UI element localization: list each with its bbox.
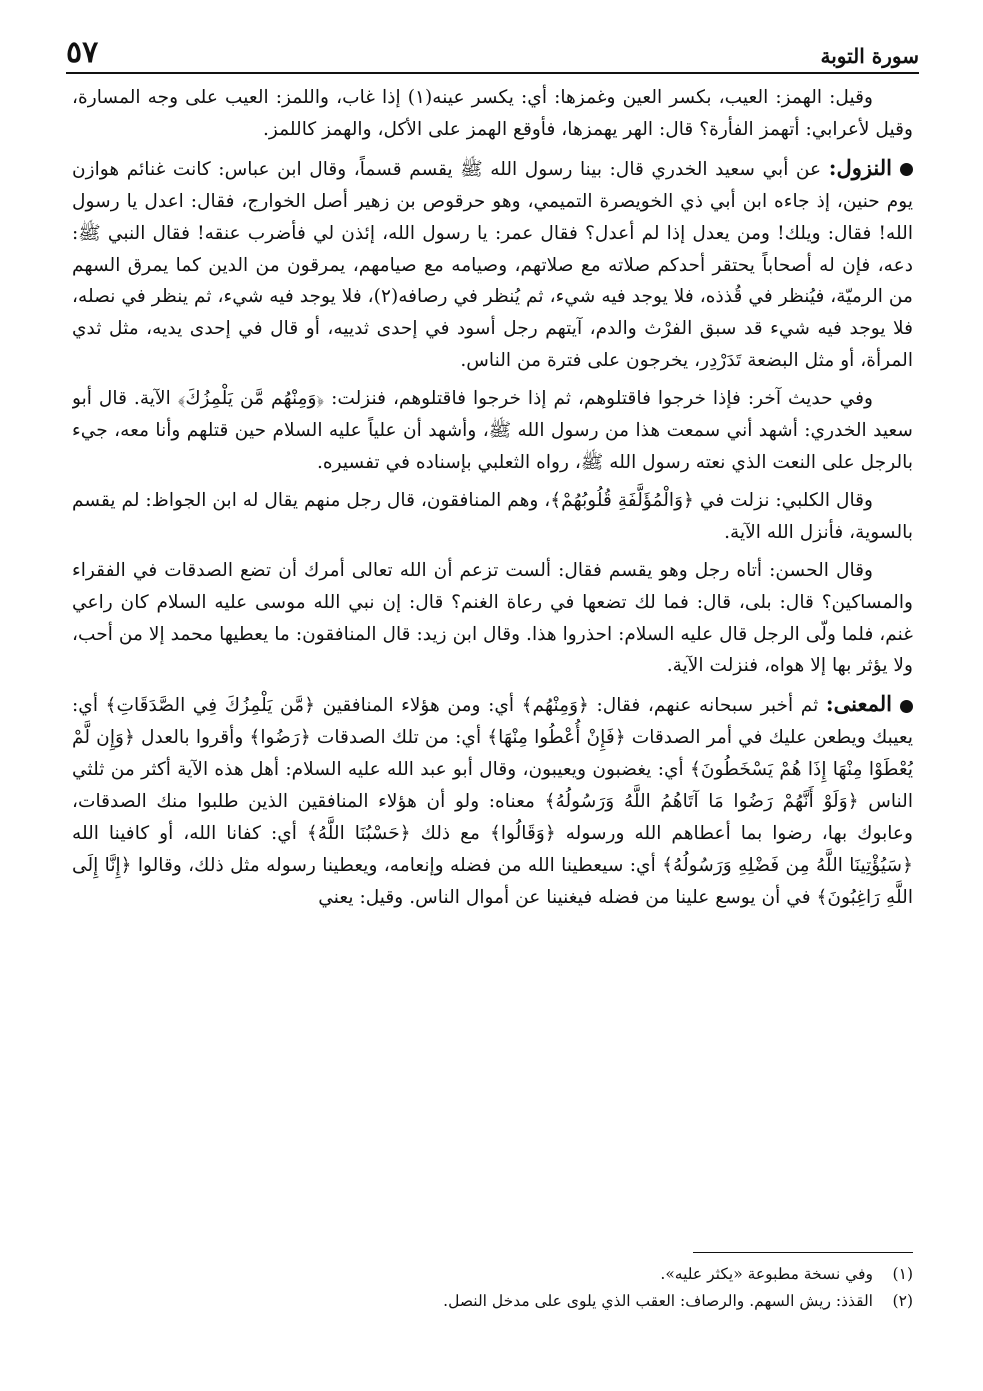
footnote-number: (١) <box>892 1265 913 1283</box>
paragraph-nuzul <box>72 152 913 377</box>
bullet-icon <box>900 700 913 713</box>
footnote-text: وفي نسخة مطبوعة «يكثر عليه». <box>660 1265 873 1283</box>
footnote-divider <box>693 1252 913 1253</box>
footnote-1 <box>72 1261 913 1288</box>
paragraph-hadith <box>72 383 913 479</box>
main-text <box>72 82 913 1242</box>
section-label-nuzul: النزول: <box>828 154 892 180</box>
paragraph-hamz <box>72 82 913 146</box>
paragraph-text: وقال الحسن: أتاه رجل وهو يقسم فقال: ألست تزعم أن الله تعالى أمرك أن تضع الصدقات في الفقراء والمساكين؟ قال: بلى، قال: فما لك تضعها في رعاة الغنم؟ قال: إن نبي الله موسى عليه السلام كان راعي غنم، فلما ولّى الرجل قال عليه السلام: احذروا هذا. وقال ابن زيد: قال المنافقون: ما يعطيها محمد إلا من أحب، ولا يؤثر بها إلا هواه، فنزلت الآية. <box>72 559 913 677</box>
paragraph-kalbi <box>72 485 913 549</box>
footnote-2 <box>72 1288 913 1315</box>
paragraph-text: وقيل: الهمز: العيب، بكسر العين وغمزها: أي: يكسر عينه(١) إذا غاب، واللمز: العيب على وجه المسارة، وقيل لأعرابي: أتهمز الفأرة؟ قال: الهر يهمزها، فأوقع الهمز على الأكل، والهمز كاللمز. <box>72 87 913 140</box>
page-number: ٥٧ <box>66 35 99 70</box>
page-header <box>66 28 919 74</box>
paragraph-text: عن أبي سعيد الخدري قال: بينا رسول الله ﷺ يقسم قسماً، وقال ابن عباس: كانت غنائم هوازن يوم حنين، إذ جاءه ابن أبي ذي الخويصرة التميمي، وهو حرقوص بن زهير أصل الخوارج، فقال: اعدل يا رسول الله! فقال: ويلك! ومن يعدل إذا لم أعدل؟ فقال عمر: يا رسول الله، إئذن لي فأضرب عنقه! فقال النبي ﷺ: دعه، فإن له أصحاباً يحتقر أحدكم صلاته مع صلاتهم، وصيامه مع صيامهم، يمرقون من الدين كما يمرق السهم من الرميّة، فيُنظر في قُذذه، فلا يوجد فيه شيء، ثم يُنظر في رصافه(٢)، فلا يوجد فيه شيء، ثم ينظر في نصله، فلا يوجد فيه شيء قد سبق الفرْث والدم، آيتهم رجل أسود في إحدى ثدييه، أو قال في إحدى يديه، مثل ثدي المرأة، أو مثل البضعة تَدَرْدِر، يخرجون على فترة من الناس. <box>72 158 913 372</box>
paragraph-hasan <box>72 555 913 683</box>
footnotes <box>72 1252 913 1315</box>
paragraph-text: وفي حديث آخر: فإذا خرجوا فاقتلوهم، ثم إذا خرجوا فاقتلوهم، فنزلت: ﴿وَمِنْهُم مَّن يَلْمِزُكَ﴾ الآية. قال أبو سعيد الخدري: أشهد أني سمعت هذا من رسول الله ﷺ، وأشهد أن علياً عليه السلام حين قتلهم وأنا معه، جيء بالرجل على النعت الذي نعته رسول الله ﷺ، رواه الثعلبي بإسناده في تفسيره. <box>72 388 913 473</box>
paragraph-text: ثم أخبر سبحانه عنهم، فقال: ﴿وَمِنْهُم﴾ أي: ومن هؤلاء المنافقين ﴿مَّن يَلْمِزُكَ فِي الصَّدَقَاتِ﴾ أي: يعيبك ويطعن عليك في أمر الصدقات ﴿فَإِنْ أُعْطُوا مِنْهَا﴾ أي: من تلك الصدقات ﴿رَضُوا﴾ وأقروا بالعدل ﴿وَإِن لَّمْ يُعْطَوْا مِنْهَا إِذَا هُمْ يَسْخَطُونَ﴾ أي: يغضبون ويعيبون، وقال أبو عبد الله عليه السلام: أهل هذه الآية أكثر من ثلثي الناس ﴿وَلَوْ أَنَّهُمْ رَضُوا مَا آتَاهُمُ اللَّهُ وَرَسُولُهُ﴾ معناه: ولو أن هؤلاء المنافقين الذين طلبوا منك الصدقات، وعابوك بها، رضوا بما أعطاهم الله ورسوله ﴿وَقَالُوا﴾ مع ذلك ﴿حَسْبُنَا اللَّهُ﴾ أي: كفانا الله، أو كافينا الله ﴿سَيُؤْتِينَا اللَّهُ مِن فَضْلِهِ وَرَسُولُهُ﴾ أي: سيعطينا الله من فضله وإنعامه، ويعطينا رسوله مثل ذلك، وقالوا ﴿إِنَّا إِلَى اللَّهِ رَاغِبُونَ﴾ في أن يوسع علينا من فضله فيغنينا عن أموال الناس. وقيل: يعني <box>72 695 913 908</box>
footnote-text: القذذ: ريش السهم. والرصاف: العقب الذي يلوى على مدخل النصل. <box>443 1292 873 1310</box>
section-label-maana: المعنى: <box>825 691 892 717</box>
bullet-icon <box>900 163 913 176</box>
surah-title: سورة التوبة <box>820 44 919 68</box>
footnote-number: (٢) <box>892 1292 913 1310</box>
paragraph-text: وقال الكلبي: نزلت في ﴿وَالْمُؤَلَّفَةِ قُلُوبُهُمْ﴾، وهم المنافقون، قال رجل منهم يقال له ابن الجواظ: لم يقسم بالسوية، فأنزل الله الآية. <box>72 489 913 543</box>
paragraph-maana <box>72 688 913 913</box>
